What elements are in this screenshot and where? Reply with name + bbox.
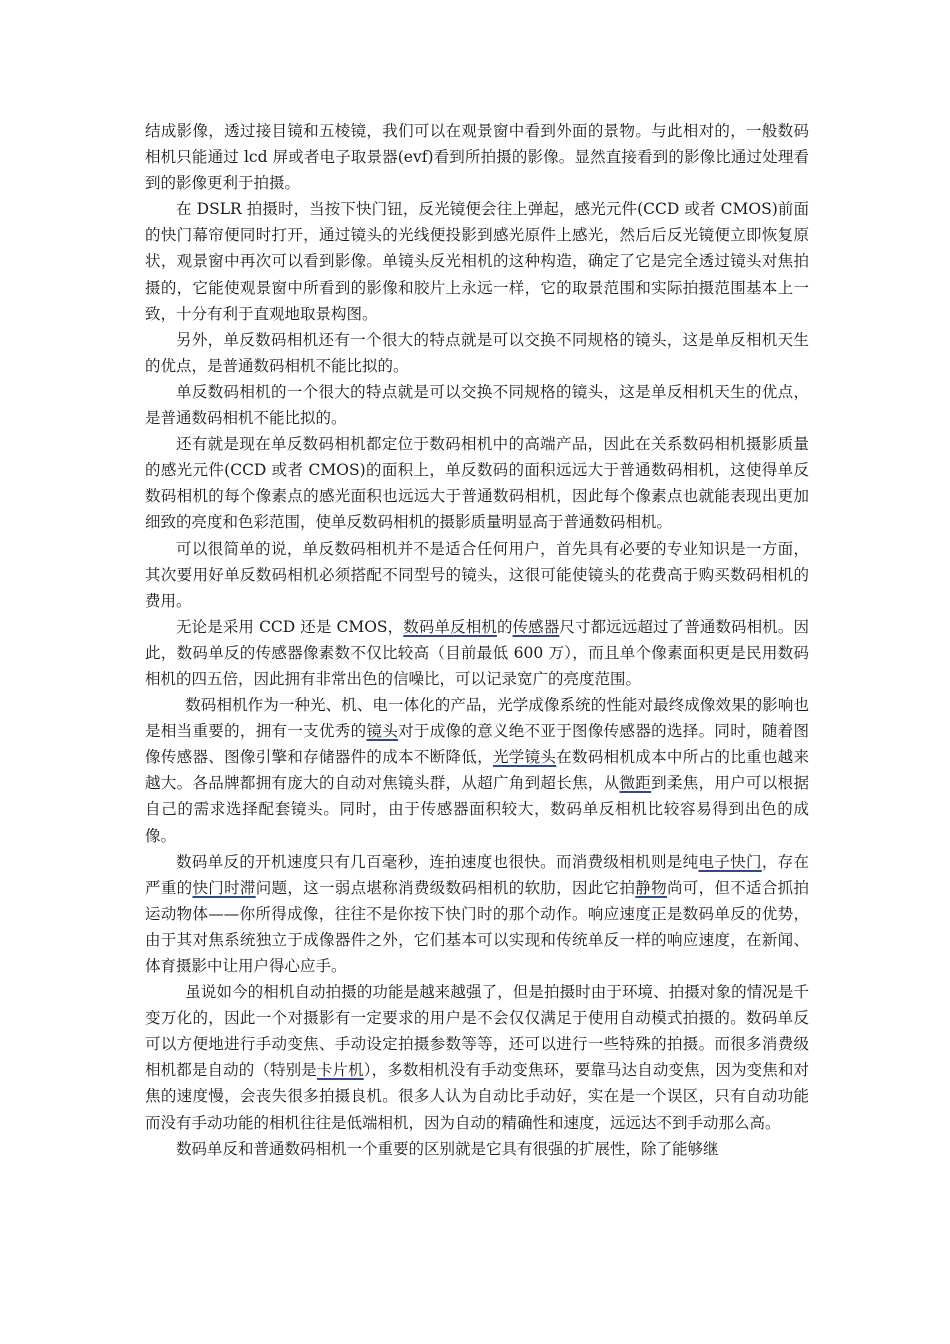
text-run: 到柔焦，用户可以根据自己的需求选择配套镜头。同时，由于传感器面积较大，数码单反相机比较容易得到出色的成像。 (145, 774, 809, 845)
paragraph-p9 (145, 849, 809, 979)
text-run: 数码单反和普通数码相机一个重要的区别就是它具有很强的扩展性，除了能够继 (176, 1139, 719, 1158)
paragraph-p8 (145, 692, 809, 849)
paragraph-p5 (145, 431, 809, 535)
paragraph-p11 (145, 1136, 809, 1162)
text-run: 数码单反的开机速度只有几百毫秒，连拍速度也很快。而消费级相机则是纯 (176, 852, 699, 871)
paragraph-p7 (145, 614, 809, 692)
document-body (145, 118, 809, 1162)
hyperlink[interactable]: 镜头 (366, 722, 399, 741)
paragraph-p4 (145, 379, 809, 431)
hyperlink[interactable]: 微距 (619, 774, 652, 793)
text-run: 还有就是现在单反数码相机都定位于数码相机中的高端产品，因此在关系数码相机摄影质量的感光元件(CCD 或者 CMOS)的面积上，单反数码的面积远远大于普通数码相机，这使得单反数码相机的每个像素点的感光面积也远远大于普通数码相机，因此每个像素点也就能表现出更加细致的亮度和色彩范围，使单反数码相机的摄影质量明显高于普通数码相机。 (145, 435, 809, 532)
hyperlink[interactable]: 卡片机 (316, 1061, 364, 1080)
paragraph-p1 (145, 118, 809, 196)
text-run: ，存在严重的 (145, 852, 809, 897)
paragraph-p6 (145, 536, 809, 614)
text-run: ），多数相机没有手动变焦环，要靠马达自动变焦，因为变焦和对焦的速度慢，会丧失很多拍摄良机。很多人认为自动比手动好，实在是一个误区，只有自动功能而没有手动功能的相机往往是低端相机，因为自动的精确性和速度，远远达不到手动那么高。 (145, 1061, 809, 1132)
paragraph-p3 (145, 327, 809, 379)
paragraph-p10 (145, 979, 809, 1136)
paragraph-p2 (145, 196, 809, 326)
text-run: 在 DSLR 拍摄时，当按下快门钮，反光镜便会往上弹起，感光元件(CCD 或者 CMOS)前面的快门幕帘便同时打开，通过镜头的光线便投影到感光原件上感光，然后后反光镜便立即恢复原状，观景窗中再次可以看到影像。单镜头反光相机的这种构造，确定了它是完全透过镜头对焦拍摄的，它能使观景窗中所看到的影像和胶片上永远一样，它的取景范围和实际拍摄范围基本上一致，十分有利于直观地取景构图。 (145, 200, 809, 323)
text-run: 对于成像的意义绝不亚于图像传感器的选择。同时，随着图像传感器、图像引擎和存储器件的成本不断降低， (145, 722, 809, 767)
text-run: 的 (496, 617, 513, 636)
text-run: 虽说如今的相机自动拍摄的功能是越来越强了，但是拍摄时由于环境、拍摄对象的情况是千变万化的，因此一个对摄影有一定要求的用户是不会仅仅满足于使用自动模式拍摄的。数码单反可以方便地进行手动变焦、手动设定拍摄参数等等，还可以进行一些特殊的拍摄。而很多消费级相机都是自动的（特别是 (145, 983, 809, 1080)
text-run: 尺寸都远远超过了普通数码相机。因此，数码单反的传感器像素数不仅比较高（目前最低 600 万），而且单个像素面积更是民用数码相机的四五倍，因此拥有非常出色的信噪比，可以记录宽广的亮度范围。 (145, 617, 809, 688)
hyperlink[interactable]: 光学镜头 (492, 748, 557, 767)
text-run: 结成影像，透过接目镜和五棱镜，我们可以在观景窗中看到外面的景物。与此相对的，一般数码相机只能通过 lcd 屏或者电子取景器(evf)看到所拍摄的影像。显然直接看到的影像比通过处理看到的影像更利于拍摄。 (145, 122, 809, 193)
text-run: 无论是采用 CCD 还是 CMOS， (176, 617, 404, 636)
hyperlink[interactable]: 电子快门 (698, 852, 762, 871)
text-run: 在数码相机成本中所占的比重也越来越大。各品牌都拥有庞大的自动对焦镜头群，从超广角到超长焦，从 (145, 748, 809, 793)
text-run: 尚可，但不适合抓拍运动物体——你所得成像，往往不是你按下快门时的那个动作。响应速度正是数码单反的优势，由于其对焦系统独立于成像器件之外，它们基本可以实现和传统单反一样的响应速度，在新闻、体育摄影中让用户得心应手。 (145, 878, 809, 975)
hyperlink[interactable]: 静物 (635, 878, 667, 897)
text-run: 单反数码相机的一个很大的特点就是可以交换不同规格的镜头，这是单反相机天生的优点，是普通数码相机不能比拟的。 (145, 382, 809, 428)
text-run: 另外，单反数码相机还有一个很大的特点就是可以交换不同规格的镜头，这是单反相机天生的优点，是普通数码相机不能比拟的。 (145, 330, 809, 375)
text-run: 数码相机作为一种光、机、电一体化的产品，光学成像系统的性能对最终成像效果的影响也是相当重要的，拥有一支优秀的 (145, 696, 809, 741)
text-run: 可以很简单的说，单反数码相机并不是适合任何用户，首先具有必要的专业知识是一方面，其次要用好单反数码相机必须搭配不同型号的镜头，这很可能使镜头的花费高于购买数码相机的费用。 (145, 539, 809, 610)
text-run: 问题，这一弱点堪称消费级数码相机的软肋，因此它拍 (255, 878, 636, 897)
hyperlink[interactable]: 快门时滞 (192, 878, 256, 897)
hyperlink[interactable]: 数码单反相机 (403, 617, 497, 636)
hyperlink[interactable]: 传感器 (512, 617, 560, 636)
